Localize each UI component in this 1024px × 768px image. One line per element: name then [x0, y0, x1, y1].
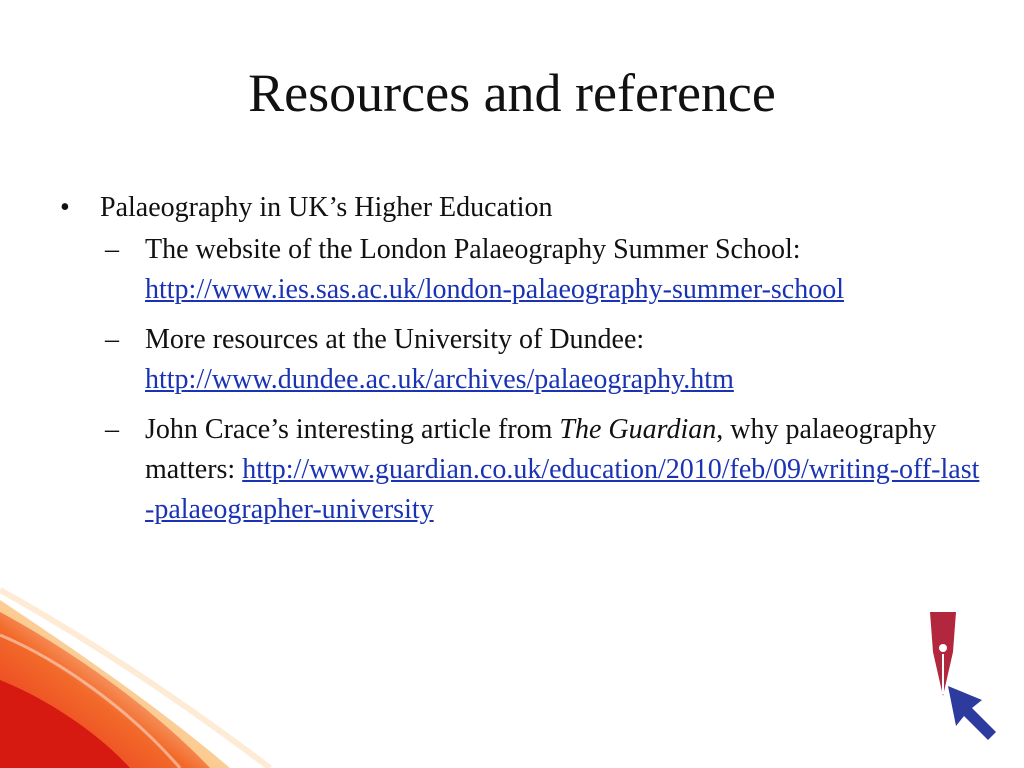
sub-item-text-after: , why palaeography matters:	[145, 414, 937, 485]
pen-nib-cursor-icon	[912, 604, 1012, 744]
slide-title: Resources and reference	[248, 63, 776, 123]
summer-school-link[interactable]: http://www.ies.sas.ac.uk/london-palaeography-summer-school	[145, 274, 845, 305]
dash-symbol: –	[105, 414, 119, 445]
dundee-link[interactable]: http://www.dundee.ac.uk/archives/palaeography.htm	[145, 364, 734, 395]
sub-item-text: More resources at the University of Dundee:	[145, 324, 645, 355]
sub-item-guardian	[60, 410, 980, 530]
dash-symbol: –	[105, 324, 119, 355]
dash-symbol: –	[105, 234, 119, 265]
sub-item-summer-school	[60, 230, 980, 310]
bullet-symbol: •	[60, 192, 70, 223]
guardian-link[interactable]: http://www.guardian.co.uk/education/2010/feb/09/writing-off-last-palaeographer-university	[145, 454, 980, 525]
main-bullet-item	[60, 188, 980, 228]
publication-name: The Guardian	[559, 414, 717, 445]
sub-bullet-list	[60, 230, 980, 530]
sub-item-text-before: John Crace’s interesting article from	[145, 414, 560, 445]
sub-item-text: The website of the London Palaeography Summer School:	[145, 234, 801, 265]
sub-item-dundee	[60, 320, 980, 400]
slide-content	[60, 188, 980, 540]
main-bullet-text: Palaeography in UK’s Higher Education	[100, 192, 553, 223]
